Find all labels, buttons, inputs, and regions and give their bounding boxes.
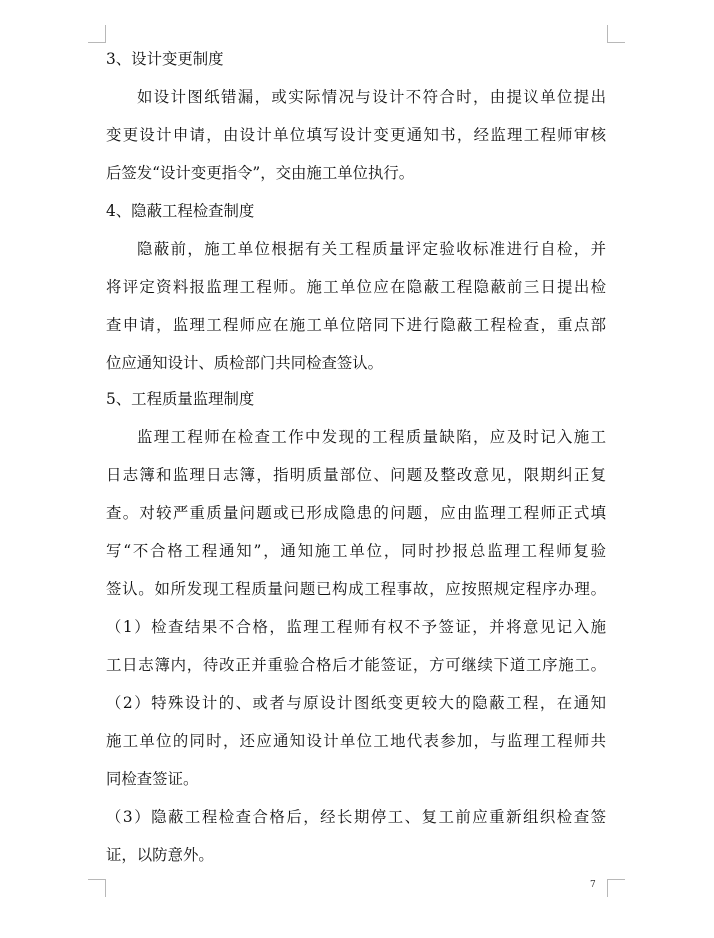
paragraph-line: 隐蔽前，施工单位根据有关工程质量评定验收标准进行自检，并 [137, 240, 606, 258]
list-item-3-line: （3）隐蔽工程检查合格后，经长期停工、复工前应重新组织检查签 [106, 808, 606, 826]
crop-mark-top-left-h [88, 42, 106, 43]
paragraph-line: 如设计图纸错漏，或实际情况与设计不符合时，由提议单位提出 [137, 88, 606, 106]
crop-mark-top-left-v [105, 25, 106, 43]
crop-mark-bottom-right-v [607, 879, 608, 897]
heading-design-change: 3、设计变更制度 [106, 50, 224, 68]
paragraph-line: 位应通知设计、质检部门共同检查签认。 [106, 354, 384, 372]
list-item-3-line: 证，以防意外。 [106, 846, 214, 864]
heading-quality-supervision: 5、工程质量监理制度 [106, 390, 255, 408]
list-item-2-line: 同检查签证。 [106, 770, 199, 788]
list-item-2-line: （2）特殊设计的、或者与原设计图纸变更较大的隐蔽工程，在通知 [106, 694, 606, 712]
paragraph-line: 写“不合格工程通知”，通知施工单位，同时抄报总监理工程师复验 [106, 542, 606, 560]
paragraph-line: 监理工程师在检查工作中发现的工程质量缺陷，应及时记入施工 [137, 428, 606, 446]
list-item-1-line: （1）检查结果不合格，监理工程师有权不予签证，并将意见记入施 [106, 618, 606, 636]
paragraph-line: 查申请，监理工程师应在施工单位陪同下进行隐蔽工程检查，重点部 [106, 316, 606, 334]
paragraph-line: 变更设计申请，由设计单位填写设计变更通知书，经监理工程师审核 [106, 126, 606, 144]
paragraph-line: 将评定资料报监理工程师。施工单位应在隐蔽工程隐蔽前三日提出检 [106, 278, 606, 296]
paragraph-line: 查。对较严重质量问题或已形成隐患的问题，应由监理工程师正式填 [106, 504, 606, 522]
crop-mark-bottom-right-h [607, 879, 625, 880]
list-item-2-line: 施工单位的同时，还应通知设计单位工地代表参加，与监理工程师共 [106, 732, 606, 750]
heading-concealed-works: 4、隐蔽工程检查制度 [106, 202, 255, 220]
crop-mark-top-right-v [607, 25, 608, 43]
paragraph-line: 后签发“设计变更指令”，交由施工单位执行。 [106, 164, 415, 182]
crop-mark-top-right-h [607, 42, 625, 43]
page-number: 7 [590, 880, 596, 890]
crop-mark-bottom-left-h [88, 879, 106, 880]
crop-mark-bottom-left-v [105, 879, 106, 897]
paragraph-line: 签认。如所发现工程质量问题已构成工程事故，应按照规定程序办理。 [106, 580, 606, 598]
paragraph-line: 日志簿和监理日志簿，指明质量部位、问题及整改意见，限期纠正复 [106, 466, 606, 484]
list-item-1-line: 工日志簿内，待改正并重验合格后才能签证，方可继续下道工序施工。 [106, 656, 606, 674]
